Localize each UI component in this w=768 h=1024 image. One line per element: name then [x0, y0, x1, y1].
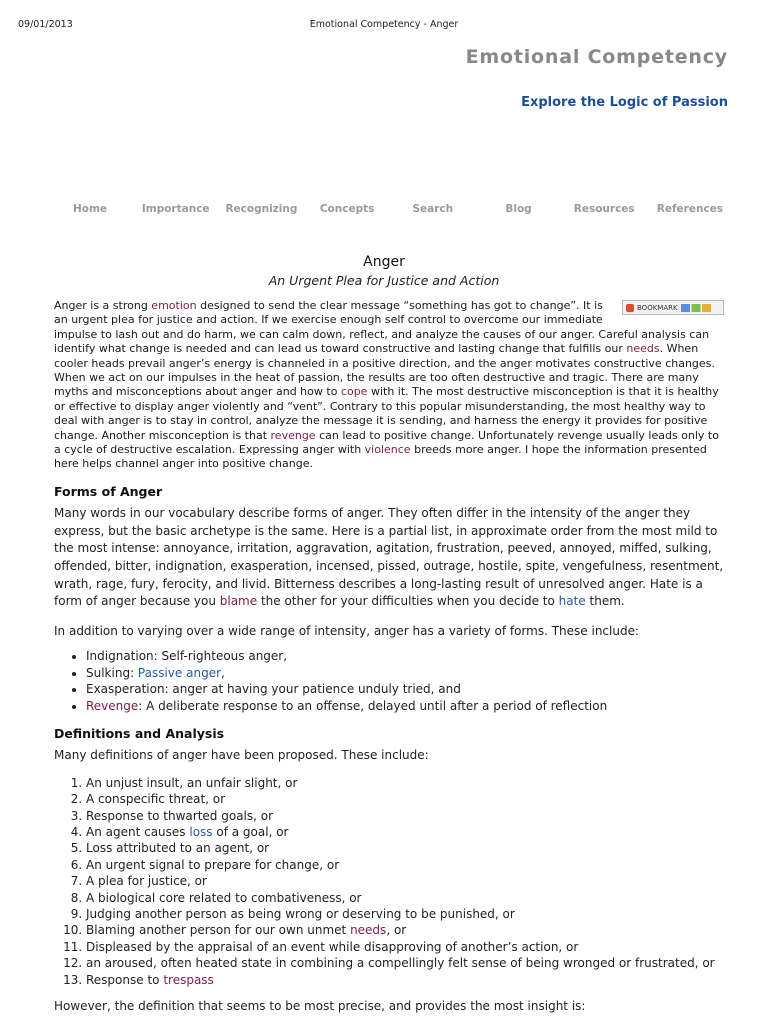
- intro-paragraph: [54, 299, 724, 472]
- bookmark-label: BOOKMARK: [637, 304, 678, 312]
- intro-text: Anger is a strong: [54, 299, 152, 312]
- definitions-heading: Definitions and Analysis: [54, 726, 225, 742]
- definitions-intro: Many definitions of anger have been proposed. These include:: [54, 748, 429, 763]
- list-item: 11. Displeased by the appraisal of an event while disapproving of another’s action, or: [86, 939, 724, 955]
- link-needs-def[interactable]: needs: [350, 923, 387, 938]
- forms-text: the other for your difficulties when you decide to: [257, 594, 559, 609]
- definitions-list: [54, 775, 724, 988]
- link-trespass[interactable]: trespass: [163, 972, 214, 987]
- item-text: : A deliberate response to an offense, delayed until after a period of reflection: [138, 698, 608, 713]
- item-text: of a goal, or: [212, 825, 289, 840]
- forms-text: Many words in our vocabulary describe forms of anger. They often differ in the intensity of the anger they express, but the basic archetype is the same. Here is a partial list, in approximate order from the most mild to the most intense: annoyance, irritation, aggravation, agitation, frustration, peeved, annoyed, miffed, sulking, offended, bitter, indignation, exasperation, incensed, pissed, outrage, hostile, spite, vengefulness, resentment, wrath, rage, fury, ferocity, and livid. Bitterness describes a long-lasting result of unresolved anger. Hate is a form of anger because you: [54, 505, 724, 609]
- list-item: 1. An unjust insult, an unfair slight, or: [86, 775, 724, 791]
- list-item: 5. Loss attributed to an agent, or: [86, 840, 724, 856]
- print-date: 09/01/2013: [18, 19, 73, 30]
- nav-recognizing[interactable]: Recognizing: [225, 203, 298, 215]
- main-nav: [50, 203, 730, 219]
- link-revenge[interactable]: revenge: [270, 428, 316, 442]
- nav-blog[interactable]: Blog: [505, 203, 532, 215]
- list-item: 2. A conspecific threat, or: [86, 791, 724, 807]
- site-title[interactable]: Emotional Competency: [465, 46, 728, 68]
- list-item: [86, 665, 724, 682]
- list-item: 12. an aroused, often heated state in combining a compellingly felt sense of being wronged or frustrated, or: [86, 955, 724, 971]
- link-cope[interactable]: cope: [340, 385, 368, 399]
- item-text: Blaming another person for our own unmet: [86, 923, 351, 938]
- print-title: Emotional Competency - Anger: [309, 19, 459, 30]
- bookmark-icon: [626, 304, 634, 312]
- share-icons: [681, 304, 711, 312]
- forms-paragraph: [54, 505, 724, 611]
- forms-text: them.: [585, 594, 625, 609]
- definitions-conclusion: However, the definition that seems to be most precise, and provides the most insight is:: [54, 999, 586, 1014]
- list-item: • Exasperation: anger at having your patience unduly tried, and: [86, 681, 724, 698]
- link-hate[interactable]: hate: [558, 594, 586, 609]
- link-emotion[interactable]: emotion: [151, 299, 197, 312]
- list-item: [86, 972, 724, 988]
- item-text: ,: [221, 665, 225, 680]
- site-tagline: Explore the Logic of Passion: [521, 95, 728, 110]
- item-text: Response to: [86, 972, 164, 987]
- link-violence[interactable]: violence: [364, 443, 411, 457]
- list-item: [86, 922, 724, 938]
- item-text: An agent causes: [86, 825, 190, 840]
- nav-search[interactable]: Search: [412, 203, 454, 215]
- list-item: 3. Response to thwarted goals, or: [86, 808, 724, 824]
- link-revenge-item[interactable]: Revenge: [86, 698, 139, 713]
- list-item: 7. A plea for justice, or: [86, 873, 724, 889]
- nav-references[interactable]: References: [656, 203, 724, 215]
- forms-heading: Forms of Anger: [54, 483, 163, 499]
- page-subtitle: An Urgent Plea for Justice and Action: [268, 273, 500, 288]
- intro-text: . When cooler heads prevail anger’s energy is channeled in a positive direction, and the anger motivates constructive changes. When we act on our impulses in the heat of passion, the results are too often destructive and tragic. There are many myths and misconceptions about anger and how to: [54, 342, 715, 399]
- page-title: Anger: [363, 254, 405, 270]
- nav-resources[interactable]: Resources: [573, 203, 635, 215]
- list-item: 6. An urgent signal to prepare for change, or: [86, 857, 724, 873]
- item-text: , or: [386, 923, 407, 938]
- nav-importance[interactable]: Importance: [141, 203, 210, 215]
- item-text: Sulking:: [86, 665, 138, 680]
- link-needs[interactable]: needs: [626, 342, 660, 356]
- forms-intro: In addition to varying over a wide range of intensity, anger has a variety of forms. These include:: [54, 624, 640, 639]
- intro-text: breeds more anger. I hope the information presented here helps channel anger into positive change.: [54, 443, 707, 471]
- nav-concepts[interactable]: Concepts: [319, 203, 375, 215]
- bookmark-button[interactable]: [622, 300, 724, 315]
- main-content: [54, 299, 724, 1014]
- list-item: [86, 698, 724, 715]
- list-item: • Indignation: Self-righteous anger,: [86, 648, 724, 665]
- print-header: [0, 19, 768, 33]
- intro-text: designed to send the clear message “something has got to change”. It is an urgent plea for justice and action. If we exercise enough self control to overcome our immediate impulse to lash out and do harm, we can calm down, reflect, and analyze the causes of our anger. Careful analysis can identify what change is needed and can lead us toward constructive and lasting change that fulfills our: [54, 299, 710, 356]
- nav-home[interactable]: Home: [72, 203, 108, 215]
- list-item: [86, 824, 724, 840]
- list-item: 8. A biological core related to combativeness, or: [86, 890, 724, 906]
- link-loss[interactable]: loss: [189, 825, 213, 840]
- list-item: 9. Judging another person as being wrong or deserving to be punished, or: [86, 906, 724, 922]
- link-passive-anger[interactable]: Passive anger: [137, 665, 222, 680]
- link-blame[interactable]: blame: [219, 594, 258, 609]
- intro-text: with it. The most destructive misconception is that it is healthy or effective to display anger violently and “vent”. Contrary to this popular misunderstanding, the most healthy way to deal with anger is to stay in control, analyze the message it is sending, and harness the energy it provides for positive change. Another misconception is that: [54, 385, 719, 442]
- forms-list: [54, 648, 724, 714]
- intro-text: can lead to positive change. Unfortunately revenge usually leads only to a cycle of destructive escalation. Expressing anger with: [54, 428, 719, 457]
